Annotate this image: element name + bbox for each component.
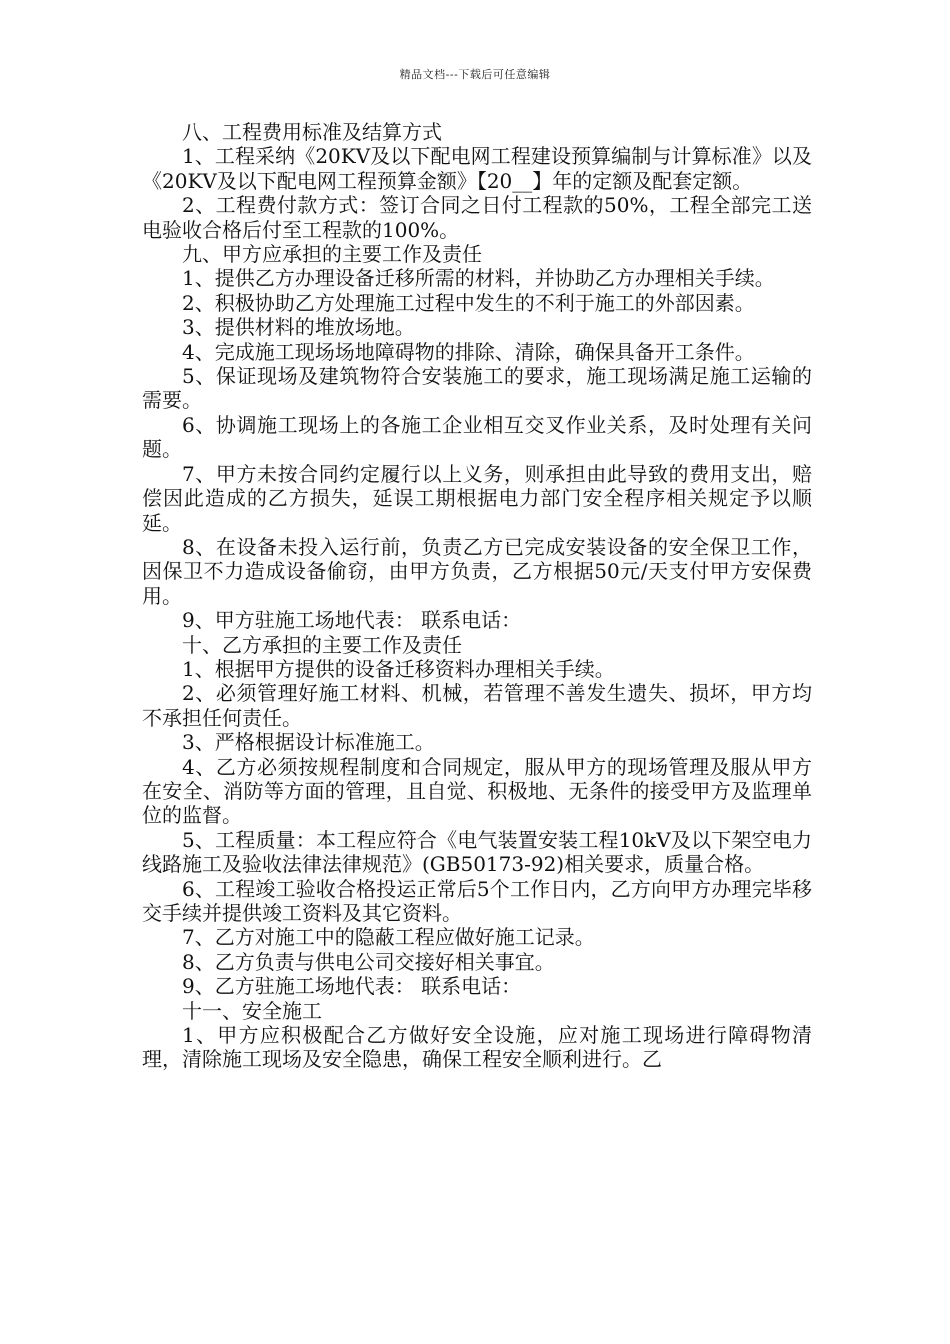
- clause-paragraph: 2、积极协助乙方处理施工过程中发生的不利于施工的外部因素。: [182, 290, 755, 315]
- clause-paragraph: 3、提供材料的堆放场地。: [182, 315, 415, 340]
- clause-paragraph: 1、甲方应积极配合乙方做好安全设施，应对施工现场进行障碍物清理，清除施工现场及安全隐患，确保工程安全顺利进行。乙: [142, 1023, 812, 1072]
- section-heading-fee-standard: 八、工程费用标准及结算方式: [182, 120, 442, 144]
- clause-paragraph: 3、严格根据设计标准施工。: [182, 730, 435, 755]
- clause-paragraph: 7、甲方未按合同约定履行以上义务，则承担由此导致的费用支出，赔偿因此造成的乙方损失，延误工期根据电力部门安全程序相关规定予以顺延。: [142, 461, 812, 535]
- clause-paragraph: 1、提供乙方办理设备迁移所需的材料，并协助乙方办理相关手续。: [182, 266, 775, 291]
- clause-paragraph: 4、完成施工现场场地障碍物的排除、清除，确保具备开工条件。: [182, 339, 755, 364]
- clause-paragraph: 6、协调施工现场上的各施工企业相互交叉作业关系，及时处理有关问题。: [142, 412, 812, 462]
- clause-paragraph: 4、乙方必须按规程制度和合同规定，服从甲方的现场管理及服从甲方在安全、消防等方面的管理，且自觉、积极地、无条件的接受甲方及监理单位的监督。: [142, 754, 812, 828]
- clause-paragraph: 5、工程质量：本工程应符合《电气装置安装工程10kV及以下架空电力线路施工及验收法律法律规范》(GB50173-92)相关要求，质量合格。: [142, 827, 812, 877]
- page-header: 精品文档---下载后可任意编辑: [399, 68, 551, 81]
- clause-paragraph: 2、必须管理好施工材料、机械，若管理不善发生遗失、损坏，甲方均不承担任何责任。: [142, 681, 812, 730]
- section-heading-party-a-duties: 九、甲方应承担的主要工作及责任: [182, 242, 482, 267]
- clause-paragraph: 7、乙方对施工中的隐蔽工程应做好施工记录。: [182, 925, 595, 950]
- clause-paragraph: 8、在设备未投入运行前，负责乙方已完成安装设备的安全保卫工作，因保卫不力造成设备偷窃，由甲方负责，乙方根据50元/天支付甲方安保费用。: [142, 534, 812, 608]
- clause-paragraph: 2、工程费付款方式：签订合同之日付工程款的50%，工程全部完工送电验收合格后付至工程款的100%。: [142, 193, 812, 242]
- clause-paragraph: 8、乙方负责与供电公司交接好相关事宜。: [182, 949, 555, 974]
- section-heading-safety: 十一、安全施工: [182, 998, 322, 1023]
- party-a-representative-line: 9、甲方驻施工场地代表： 联系电话：: [182, 608, 522, 633]
- document-body: [142, 120, 812, 1072]
- party-b-representative-line: 9、乙方驻施工场地代表： 联系电话：: [182, 974, 522, 999]
- clause-paragraph: 1、工程采纳《20KV及以下配电网工程建设预算编制与计算标准》以及《20KV及以下配电网工程预算金额》【20__】年的定额及配套定额。: [142, 144, 812, 193]
- clause-paragraph: 5、保证现场及建筑物符合安装施工的要求，施工现场满足施工运输的需要。: [142, 364, 812, 413]
- clause-paragraph: 6、工程竣工验收合格投运正常后5个工作日内，乙方向甲方办理完毕移交手续并提供竣工资料及其它资料。: [142, 876, 812, 925]
- section-heading-party-b-duties: 十、乙方承担的主要工作及责任: [182, 632, 462, 657]
- clause-paragraph: 1、根据甲方提供的设备迁移资料办理相关手续。: [182, 656, 615, 681]
